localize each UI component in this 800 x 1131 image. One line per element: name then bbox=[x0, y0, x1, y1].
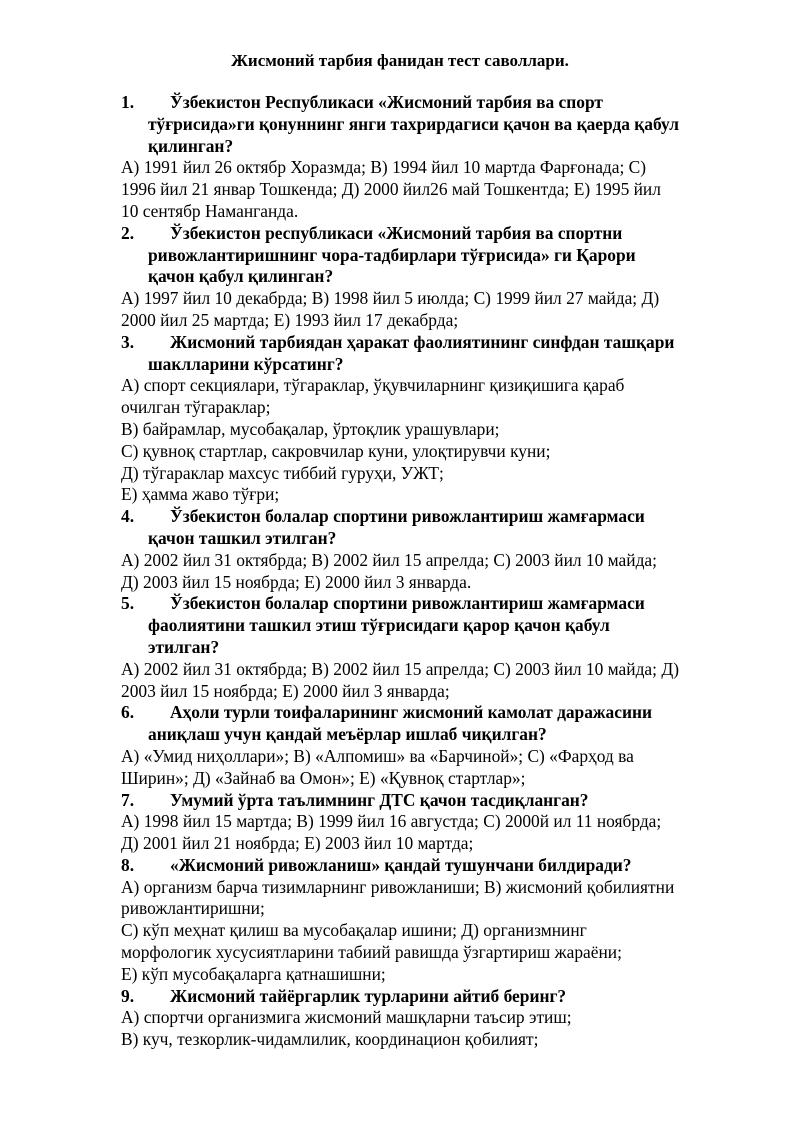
answer-options: А) спортчи организмига жисмоний машқларни таъсир этиш; bbox=[121, 1007, 572, 1028]
question-text: Ўзбекистон Республикаси «Жисмоний тарбия ва спорт тўғрисида»ги қонуннинг янги тахрирдагиси қачон ва қаерда қабул қилинган? bbox=[148, 92, 680, 156]
question-text: Аҳоли турли тоифаларининг жисмоний камолат даражасини аниқлаш учун қандай меъёрлар ишлаб чиқилган? bbox=[148, 702, 653, 745]
answer-options: А) 1998 йил 15 мартда; В) 1999 йил 16 августда; С) 2000й ил 11 ноябрда; Д) 2001 йил 21 ноябрда; Е) 2003 йил 10 мартда; bbox=[121, 811, 662, 854]
question-list bbox=[121, 92, 681, 1051]
question-9 bbox=[121, 986, 681, 1008]
answer-options: Е) кўп мусобақаларга қатнашишни; bbox=[121, 963, 386, 984]
answer-options: В) байрамлар, мусобақалар, ўртоқлик урашувлари; bbox=[121, 418, 500, 439]
answer-options: Д) 2003 йил 15 ноябрда; Е) 2000 йил 3 январда. bbox=[121, 571, 472, 592]
answer-options: С) қувноқ стартлар, сакровчилар куни, улоқтирувчи куни; bbox=[121, 440, 551, 461]
question-text: Жисмоний тарбиядан ҳаракат фаолиятининг синфдан ташқари шаклларини кўрсатинг? bbox=[148, 331, 675, 374]
answer-options: А) 2002 йил 31 октябрда; В) 2002 йил 15 апрелда; С) 2003 йил 10 майда; Д) 2003 йил 15 ноябрда; Е) 2000 йил 3 январда; bbox=[121, 658, 679, 701]
question-number: 9. bbox=[121, 985, 135, 1006]
question-4 bbox=[121, 506, 681, 550]
question-number: 1. bbox=[121, 92, 135, 112]
question-6 bbox=[121, 702, 681, 746]
question-number: 5. bbox=[121, 593, 135, 614]
question-number: 6. bbox=[121, 702, 135, 723]
answer-options: А) «Умид ниҳоллари»; В) «Алпомиш» ва «Барчиной»; С) «Фарҳод ва Ширин»; Д) «Зайнаб ва Омон»; Е) «Қувноқ стартлар»; bbox=[121, 745, 634, 788]
question-8 bbox=[121, 855, 681, 877]
answer-options: Е) ҳамма жаво тўғри; bbox=[121, 484, 280, 505]
question-1 bbox=[121, 92, 681, 157]
question-text: «Жисмоний ривожланиш» қандай тушунчани билдиради? bbox=[170, 854, 632, 875]
question-number: 7. bbox=[121, 789, 135, 810]
answer-options: С) кўп меҳнат қилиш ва мусобақалар ишини; Д) организмнинг морфологик хусусиятларини табиий равишда ўзгартириш жараёни; bbox=[121, 920, 622, 963]
question-text: Умумий ўрта таълимнинг ДТС қачон тасдиқланган? bbox=[170, 789, 589, 810]
question-3 bbox=[121, 332, 681, 376]
question-text: Ўзбекистон болалар спортини ривожлантириш жамғармаси қачон ташкил этилган? bbox=[148, 506, 645, 548]
question-text: Жисмоний тайёргарлик турларини айтиб беринг? bbox=[170, 985, 567, 1006]
question-text: Ўзбекистон болалар спортини ривожлантириш жамғармаси фаолиятини ташкил этиш тўғрисидаги қарор қачон қабул этилган? bbox=[148, 593, 645, 657]
question-2 bbox=[121, 223, 681, 288]
answer-options: Д) тўгараклар махсус тиббий гуруҳи, УЖТ; bbox=[121, 462, 444, 483]
question-number: 4. bbox=[121, 506, 135, 527]
page-title: Жисмоний тарбия фанидан тест саволлари. bbox=[231, 51, 569, 70]
answer-options: В) куч, тезкорлик-чидамлилик, координацион қобилият; bbox=[121, 1029, 539, 1050]
question-number: 8. bbox=[121, 854, 135, 875]
question-5 bbox=[121, 593, 681, 658]
answer-options: А) 1991 йил 26 октябр Хоразмда; В) 1994 йил 10 мартда Фарғонада; С) 1996 йил 21 январ Тошкенда; Д) 2000 йил26 май Тошкентда; Е) 1995 йил 10 сентябр Наманганда. bbox=[121, 157, 661, 221]
question-7 bbox=[121, 790, 681, 812]
answer-options: А) 1997 йил 10 декабрда; В) 1998 йил 5 июлда; С) 1999 йил 27 майда; Д) 2000 йил 25 мартда; Е) 1993 йил 17 декабрда; bbox=[121, 288, 660, 330]
question-number: 2. bbox=[121, 222, 135, 243]
question-text: Ўзбекистон республикаси «Жисмоний тарбия ва спортни ривожлантиришнинг чора-тадбирлари тўғрисида» ги Қарори қачон қабул қилинган? bbox=[148, 222, 636, 287]
answer-options: А) спорт секциялари, тўгараклар, ўқувчиларнинг қизиқишига қараб очилган тўгараклар; bbox=[121, 375, 625, 418]
answer-options: А) организм барча тизимларнинг ривожланиши; В) жисмоний қобилиятни ривожлантиришни; bbox=[121, 876, 675, 919]
question-number: 3. bbox=[121, 331, 135, 352]
answer-options: А) 2002 йил 31 октябрда; В) 2002 йил 15 апрелда; С) 2003 йил 10 майда; bbox=[121, 549, 657, 570]
